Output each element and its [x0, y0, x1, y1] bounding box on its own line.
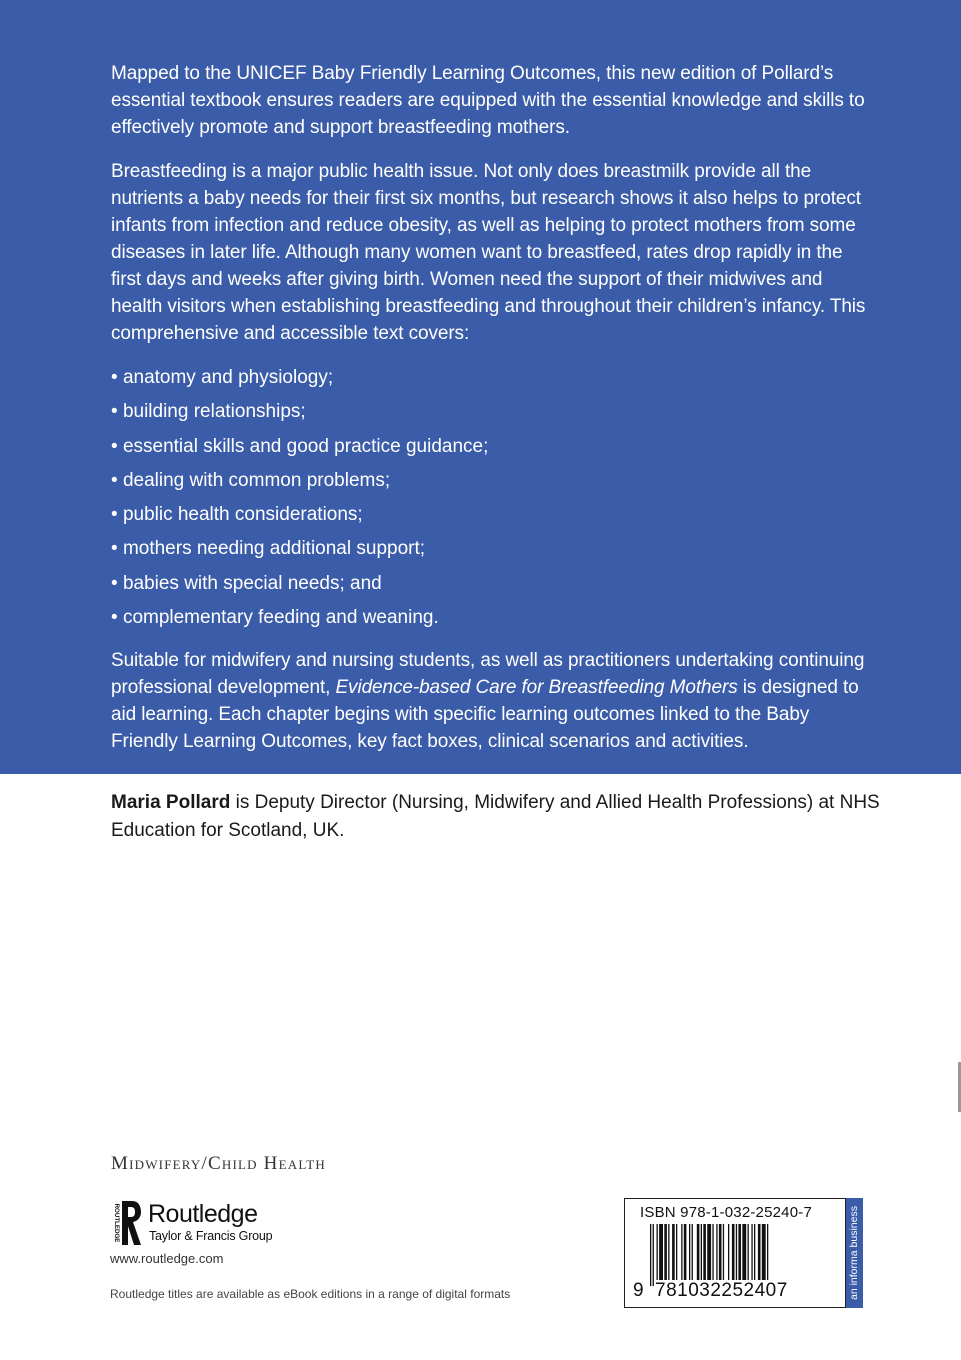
paragraph-3-end: is designed to aid learning. Each chapter begins with specific learning outcomes linked to the Baby Friendly Learning Outcomes, key fact boxes, clinical scenarios and activities.	[111, 677, 859, 753]
author-bio	[111, 789, 891, 845]
list-item: • public health considerations;	[111, 501, 871, 528]
ebook-note: Routledge titles are available as eBook editions in a range of digital formats	[110, 1287, 511, 1301]
book-title: Evidence-based Care for Breastfeeding Mothers	[335, 677, 738, 699]
list-item: • building relationships;	[111, 398, 871, 425]
svg-text:ROUTLEDGE: ROUTLEDGE	[113, 1203, 120, 1243]
author-description: is Deputy Director (Nursing, Midwifery and Allied Health Professions) at NHS Education for Scotland, UK.	[111, 792, 880, 841]
isbn-digits: 781032252407	[655, 1280, 788, 1301]
blurb-paragraph-2: Breastfeeding is a major public health issue. Not only does breastmilk provide all the nutrients a baby needs for their first six months, but research shows it also helps to protect infants from infection and reduce obesity, as well as helping to protect mothers from some diseases in later life. Although many women want to breastfeed, rates drop rapidly in the first days and weeks after giving birth. Women need the support of their midwives and health visitors when establishing breastfeeding and throughout their children’s infancy. This comprehensive and accessible text covers:	[111, 161, 866, 344]
list-item: • anatomy and physiology;	[111, 364, 871, 391]
list-item: • mothers needing additional support;	[111, 535, 871, 562]
list-item: • complementary feeding and weaning.	[111, 604, 871, 631]
publisher-website: www.routledge.com	[110, 1251, 224, 1266]
isbn-first-digit: 9	[633, 1280, 644, 1301]
isbn-label: ISBN 978-1-032-25240-7	[640, 1204, 813, 1221]
list-item: • essential skills and good practice guidance;	[111, 433, 871, 460]
author-name: Maria Pollard	[111, 792, 231, 813]
barcode-icon	[650, 1224, 818, 1286]
publisher-group: Taylor & Francis Group	[149, 1229, 273, 1243]
list-item: • dealing with common problems;	[111, 467, 871, 494]
blurb-paragraph-1: Mapped to the UNICEF Baby Friendly Learning Outcomes, this new edition of Pollard’s essential textbook ensures readers are equipped with the essential knowledge and skills to effectively promote and support breastfeeding mothers.	[111, 63, 865, 138]
paragraph-3-start: Suitable for midwifery and nursing students, as well as practitioners undertaking continuing professional development,	[111, 650, 865, 699]
informa-label: an informa business	[848, 1206, 860, 1300]
topics-list	[111, 364, 871, 631]
blurb-paragraph-3	[111, 647, 871, 755]
publisher-name: Routledge	[148, 1200, 258, 1228]
subject-category: Midwifery/Child Health	[111, 1153, 326, 1174]
blurb-text	[111, 60, 871, 772]
list-item: • babies with special needs; and	[111, 570, 871, 597]
routledge-logo-icon	[108, 1199, 142, 1247]
